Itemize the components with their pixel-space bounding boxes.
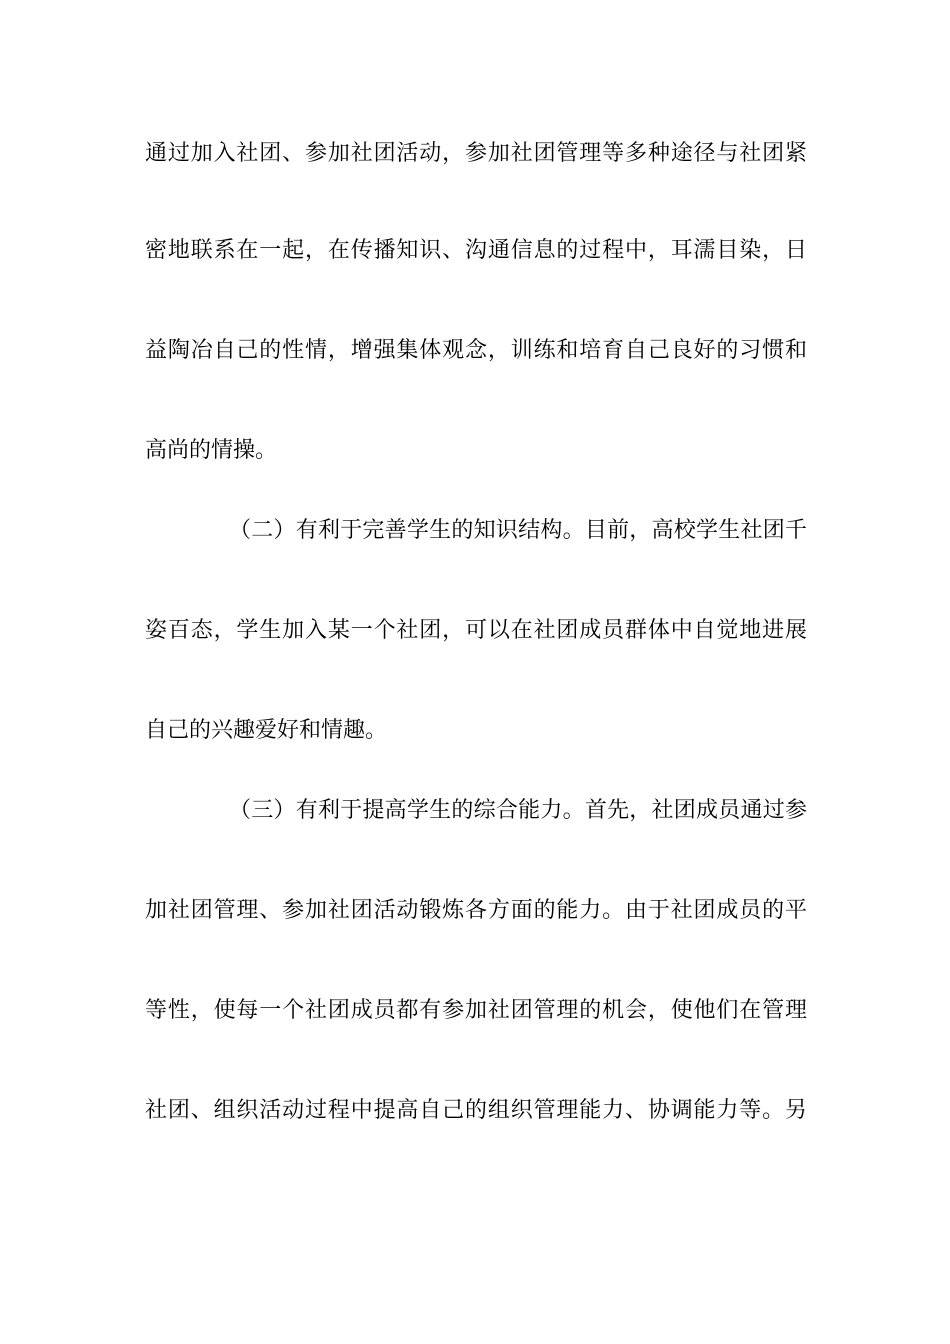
paragraph-line: 加社团管理、参加社团活动锻炼各方面的能力。由于社团成员的平 (145, 898, 807, 923)
paragraph-line: 高尚的情操。 (145, 438, 278, 463)
paragraph-line: 姿百态，学生加入某一个社团，可以在社团成员群体中自觉地进展 (145, 618, 807, 643)
paragraph-line: 益陶冶自己的性情，增强集体观念，训练和培育自己良好的习惯和 (145, 338, 807, 363)
paragraph-line: 社团、组织活动过程中提高自己的组织管理能力、协调能力等。另 (145, 1098, 807, 1123)
paragraph-line: 密地联系在一起，在传播知识、沟通信息的过程中，耳濡目染，日 (145, 238, 807, 263)
paragraph-line: 自己的兴趣爱好和情趣。 (145, 718, 388, 743)
paragraph-line: 通过加入社团、参加社团活动，参加社团管理等多种途径与社团紧 (145, 141, 807, 166)
paragraph-line: （三）有利于提高学生的综合能力。首先，社团成员通过参 (229, 798, 807, 823)
paragraph-line: 等性，使每一个社团成员都有参加社团管理的机会，使他们在管理 (145, 998, 807, 1023)
paragraph-line: （二）有利于完善学生的知识结构。目前，高校学生社团千 (229, 518, 807, 543)
